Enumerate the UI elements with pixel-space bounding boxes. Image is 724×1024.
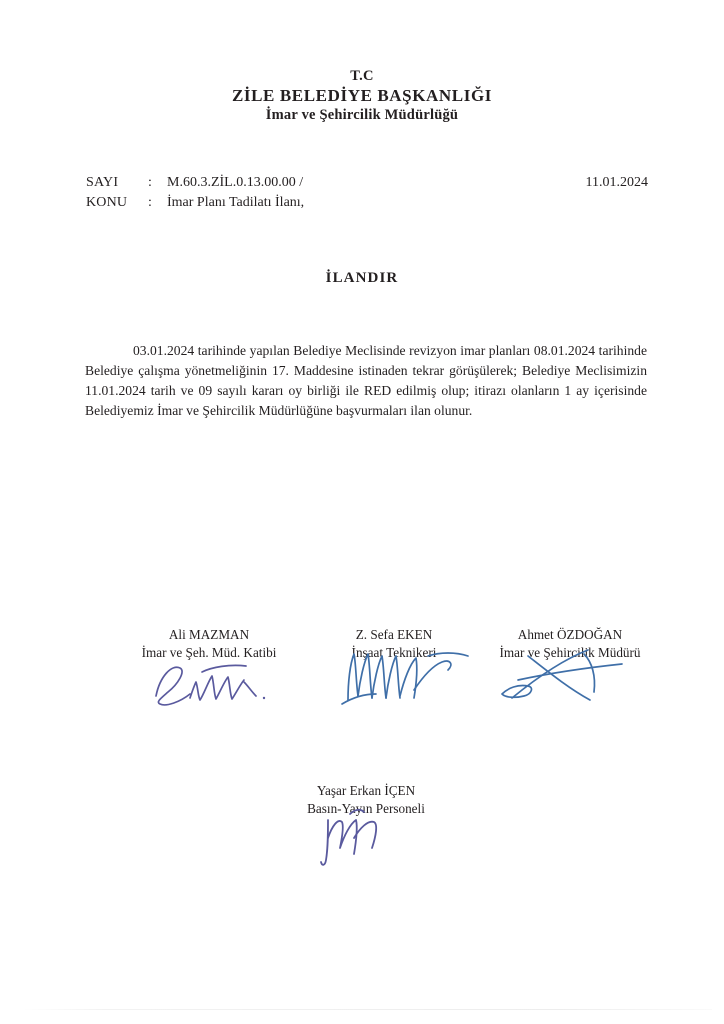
signature-name: Ahmet ÖZDOĞAN xyxy=(517,627,623,642)
document-meta xyxy=(86,173,648,213)
signature-row xyxy=(0,626,724,736)
meta-label-sayi: SAYI xyxy=(86,175,119,190)
signature-block-ozdogan xyxy=(452,626,688,662)
letterhead-line-org: ZİLE BELEDİYE BAŞKANLIĞI xyxy=(231,86,493,106)
signature-name: Z. Sefa EKEN xyxy=(355,627,433,642)
meta-colon-konu: : xyxy=(148,194,152,210)
signature-role: İmar ve Şeh. Müd. Katibi xyxy=(141,645,277,661)
document-date: 11.01.2024 xyxy=(585,175,648,190)
body-paragraph: 03.01.2024 tarihinde yapılan Belediye Meclisinde revizyon imar planları 08.01.2024 tarihinde Belediye çalışma yönetmeliğinin 17. Maddesine istinaden tekrar görüşülerek; Belediye Meclisimizin 11.01.2024 tarih ve 09 sayılı kararı oy birliği ile RED edilmiş olup; itirazı olanların 1 ay içerisinde Belediyemiz İmar ve Şehircilik Müdürlüğüne başvurmaları ilan olunur. xyxy=(85,343,647,418)
meta-value-sayi: M.60.3.ZİL.0.13.00.00 / xyxy=(167,175,304,190)
letterhead xyxy=(0,68,724,124)
page-title: İLANDIR xyxy=(325,270,399,286)
signature-role: İmar ve Şehircilik Müdürü xyxy=(499,645,641,661)
letterhead-line-tc: T.C xyxy=(350,68,374,84)
signature-role: Basın-Yayın Personeli xyxy=(307,801,425,817)
letterhead-line-division: İmar ve Şehircilik Müdürlüğü xyxy=(265,107,459,124)
scan-edge-artifact xyxy=(22,1009,712,1010)
meta-row-sayi xyxy=(86,173,648,193)
meta-value-konu: İmar Planı Tadilatı İlanı, xyxy=(167,194,305,210)
signature-role: İnşaat Teknikeri xyxy=(351,645,437,661)
meta-colon-sayi: : xyxy=(148,175,152,190)
signature-block-icen xyxy=(252,782,480,818)
meta-row-konu xyxy=(86,193,648,213)
meta-label-konu: KONU xyxy=(86,194,128,210)
body-text xyxy=(85,341,647,421)
signature-name: Yaşar Erkan İÇEN xyxy=(316,783,416,798)
signature-name: Ali MAZMAN xyxy=(168,627,250,642)
